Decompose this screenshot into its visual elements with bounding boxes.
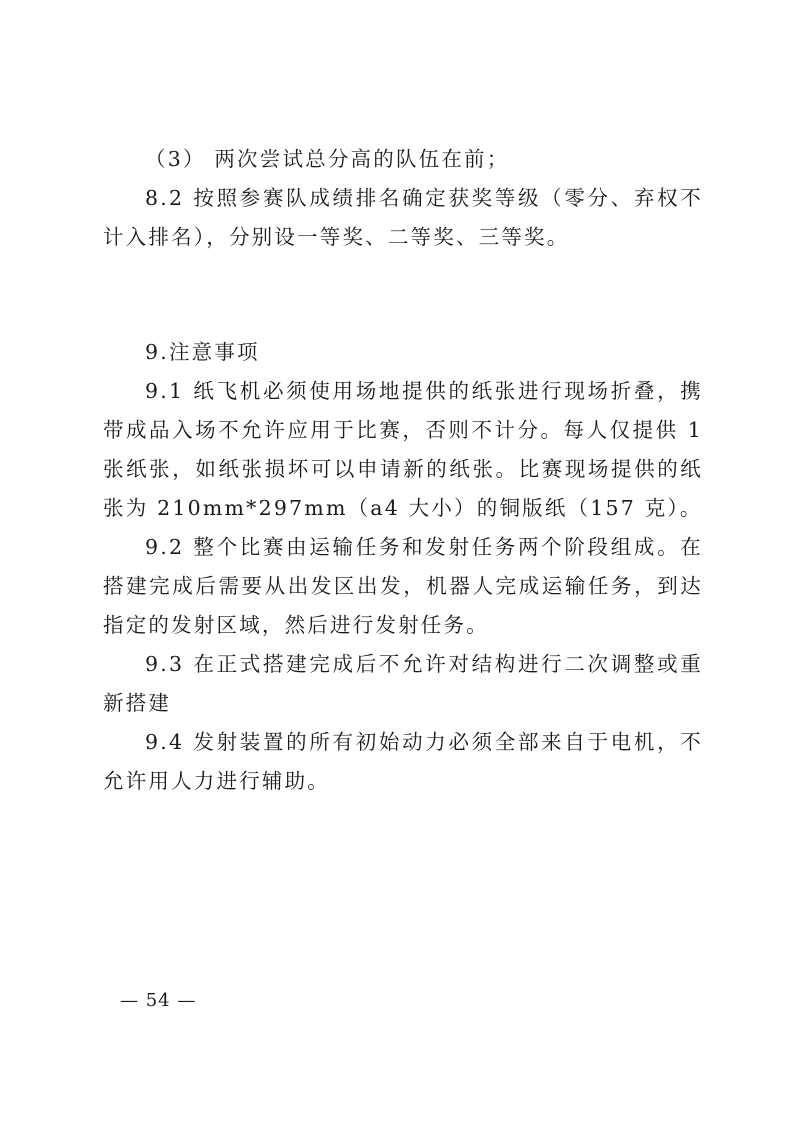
rule-8-2: 8.2 按照参赛队成绩排名确定获奖等级（零分、弃权不计入排名），分别设一等奖、二等奖、三等奖。 [103, 186, 703, 249]
rule-9-1: 9.1 纸飞机必须使用场地提供的纸张进行现场折叠，携带成品入场不允许应用于比赛，否则不计分。每人仅提供 1 张纸张，如纸张损坏可以申请新的纸张。比赛现场提供的纸张为 210mm*297mm（a4 大小）的铜版纸（157 克）。 [103, 379, 703, 520]
rule-8-1-item-3: （3） 两次尝试总分高的队伍在前； [145, 147, 510, 171]
rule-9-2: 9.2 整个比赛由运输任务和发射任务两个阶段组成。在搭建完成后需要从出发区出发，机器人完成运输任务，到达指定的发射区域，然后进行发射任务。 [103, 535, 703, 637]
section-9-heading: 9.注意事项 [145, 340, 260, 364]
rule-9-4: 9.4 发射装置的所有初始动力必须全部来自于电机，不允许用人力进行辅助。 [103, 730, 703, 793]
section-8-block [103, 140, 703, 257]
page-number: — 54 — [120, 990, 197, 1011]
section-9-block [103, 333, 703, 801]
rule-9-3: 9.3 在正式搭建完成后不允许对结构进行二次调整或重新搭建 [103, 652, 703, 715]
